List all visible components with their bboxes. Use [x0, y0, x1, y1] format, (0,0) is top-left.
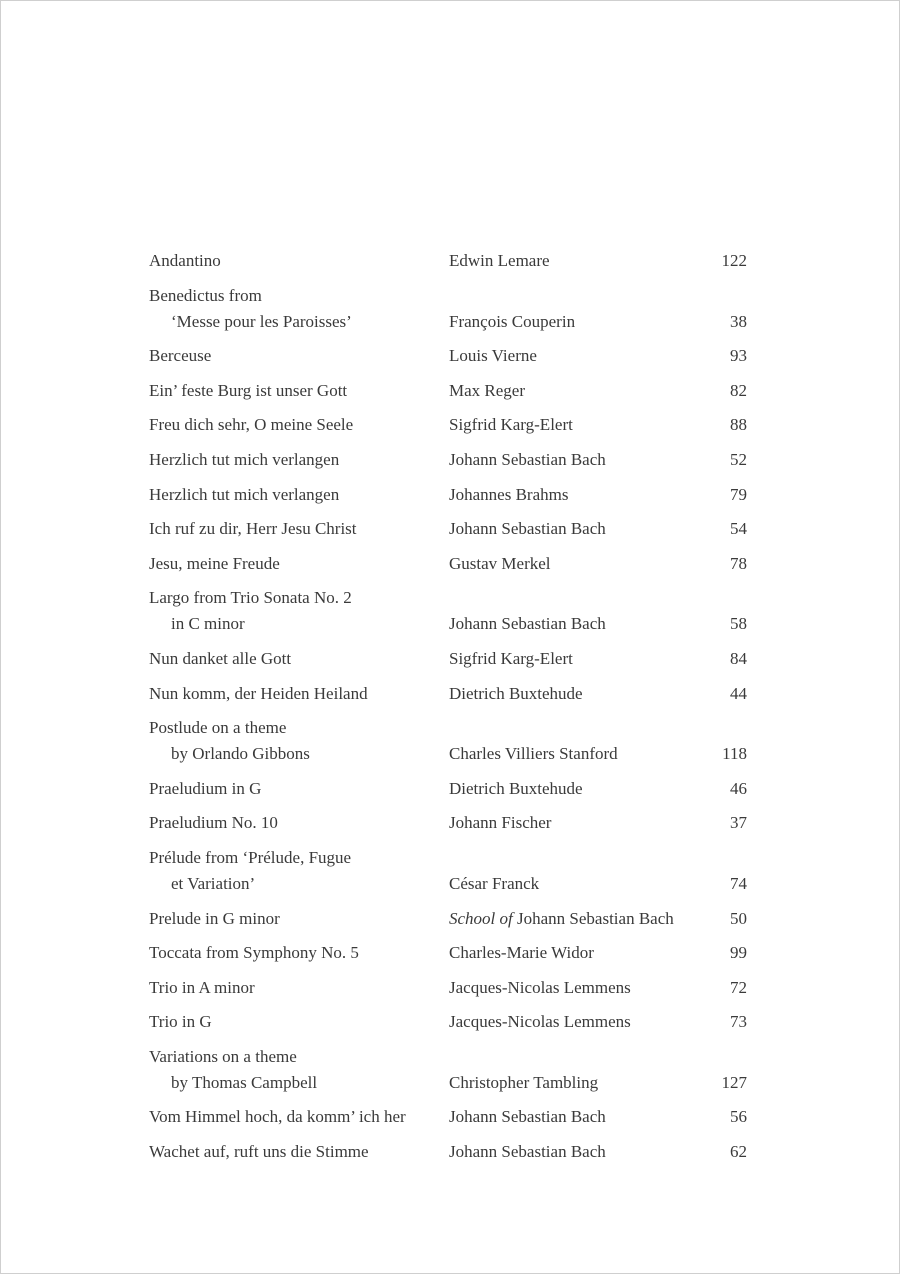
toc-entry — [149, 776, 747, 802]
entry-composer: Christopher Tambling — [449, 1072, 599, 1092]
entry-composer: Jacques-Nicolas Lemmens — [449, 1012, 631, 1032]
entry-page-number: 58 — [730, 614, 747, 634]
entry-title: Herzlich tut mich verlangen — [149, 449, 340, 469]
entry-title: Nun komm, der Heiden Heiland — [149, 683, 368, 703]
entry-composer: Jacques-Nicolas Lemmens — [449, 977, 631, 997]
entry-page-number: 79 — [730, 484, 747, 504]
entry-title: Ein’ feste Burg ist unser Gott — [149, 380, 348, 400]
toc-entry — [149, 1009, 747, 1035]
entry-page-number: 54 — [730, 519, 747, 539]
entry-title: Prelude in G minor — [149, 908, 280, 928]
entry-title: Postlude on a theme — [149, 718, 287, 738]
entry-title: Variations on a theme — [149, 1046, 297, 1066]
entry-page-number: 122 — [721, 251, 747, 270]
toc-entry — [149, 646, 747, 672]
entry-page-number: 72 — [730, 977, 747, 997]
entry-title: Largo from Trio Sonata No. 2 — [149, 588, 352, 608]
toc-entry — [149, 551, 747, 577]
toc-entry — [149, 482, 747, 508]
entry-page-number: 93 — [730, 346, 747, 366]
entry-page-number: 127 — [721, 1072, 747, 1092]
entry-page-number: 56 — [730, 1107, 747, 1127]
toc-entry — [149, 248, 747, 274]
entry-composer: Charles Villiers Stanford — [449, 744, 618, 764]
toc-entry — [149, 845, 747, 897]
entry-title: Wachet auf, ruft uns die Stimme — [149, 1142, 369, 1162]
entry-composer: Dietrich Buxtehude — [449, 778, 583, 798]
entry-composer: Charles-Marie Widor — [449, 943, 594, 963]
entry-title-continuation: by Thomas Campbell — [171, 1072, 318, 1092]
toc-entry — [149, 940, 747, 966]
entry-page-number: 62 — [730, 1142, 747, 1162]
entry-composer: Sigfrid Karg-Elert — [449, 415, 573, 435]
entry-composer: Johann Fischer — [449, 813, 552, 833]
toc-entry — [149, 681, 747, 707]
entry-composer: Johann Sebastian Bach — [449, 614, 606, 634]
entry-composer: Johannes Brahms — [449, 484, 569, 504]
entry-composer: Max Reger — [449, 380, 526, 400]
toc-entry — [149, 975, 747, 1001]
toc-entry — [149, 1139, 747, 1165]
entry-title: Ich ruf zu dir, Herr Jesu Christ — [149, 519, 357, 539]
entry-page-number: 52 — [730, 449, 747, 469]
entry-title: Vom Himmel hoch, da komm’ ich her — [149, 1107, 406, 1127]
entry-composer: Gustav Merkel — [449, 553, 551, 573]
composer-name: Johann Sebastian Bach — [517, 908, 674, 928]
entry-page-number: 82 — [730, 380, 747, 400]
toc-entry — [149, 343, 747, 369]
entry-title: Praeludium No. 10 — [149, 813, 278, 833]
entry-title: Toccata from Symphony No. 5 — [149, 943, 359, 963]
entry-composer: Johann Sebastian Bach — [449, 449, 606, 469]
entry-composer: Louis Vierne — [449, 346, 537, 366]
entry-page-number: 37 — [730, 813, 747, 833]
toc-entry — [149, 585, 747, 637]
entry-composer: Johann Sebastian Bach — [449, 1142, 606, 1162]
entry-page-number: 84 — [730, 648, 747, 668]
entry-title-continuation: ‘Messe pour les Paroisses’ — [171, 311, 352, 331]
composer-prefix: School of — [449, 908, 513, 928]
entry-page-number: 46 — [730, 778, 747, 798]
toc-entry — [149, 810, 747, 836]
toc-entry — [149, 412, 747, 438]
entry-page-number: 78 — [730, 553, 747, 573]
entry-title: Nun danket alle Gott — [149, 648, 292, 668]
toc-entry — [149, 516, 747, 542]
entry-composer: César Franck — [449, 873, 540, 893]
toc-entry — [149, 378, 747, 404]
entry-page-number: 118 — [722, 744, 747, 764]
entry-title: Trio in A minor — [149, 977, 255, 997]
entry-page-number: 88 — [730, 415, 747, 435]
entry-composer: Dietrich Buxtehude — [449, 683, 583, 703]
entry-page-number: 50 — [730, 908, 747, 928]
entry-title: Herzlich tut mich verlangen — [149, 484, 340, 504]
entry-page-number: 38 — [730, 311, 747, 331]
toc-entry — [149, 1104, 747, 1130]
entry-composer: François Couperin — [449, 311, 576, 331]
entry-title: Benedictus from — [149, 285, 262, 305]
entry-page-number: 73 — [730, 1012, 747, 1032]
entry-title: Trio in G — [149, 1012, 212, 1032]
entry-title-continuation: in C minor — [171, 614, 245, 634]
entry-composer: Edwin Lemare — [449, 251, 550, 270]
entry-title: Jesu, meine Freude — [149, 553, 280, 573]
toc-entry — [149, 447, 747, 473]
entry-composer — [449, 906, 674, 932]
entry-page-number: 44 — [730, 683, 747, 703]
entry-page-number: 74 — [730, 873, 747, 893]
entry-title: Prélude from ‘Prélude, Fugue — [149, 847, 352, 867]
entry-title-continuation: et Variation’ — [171, 873, 256, 893]
entry-page-number: 99 — [730, 943, 747, 963]
entry-composer: Johann Sebastian Bach — [449, 519, 606, 539]
table-of-contents — [149, 248, 747, 1174]
entry-title: Freu dich sehr, O meine Seele — [149, 415, 354, 435]
entry-title: Praeludium in G — [149, 778, 262, 798]
toc-entry — [149, 1044, 747, 1096]
entry-title-continuation: by Orlando Gibbons — [171, 744, 310, 764]
entry-composer: Sigfrid Karg-Elert — [449, 648, 573, 668]
toc-entry — [149, 283, 747, 335]
entry-title: Andantino — [149, 251, 221, 270]
toc-entry — [149, 906, 747, 932]
toc-entry — [149, 715, 747, 767]
entry-composer: Johann Sebastian Bach — [449, 1107, 606, 1127]
entry-title: Berceuse — [149, 346, 212, 366]
